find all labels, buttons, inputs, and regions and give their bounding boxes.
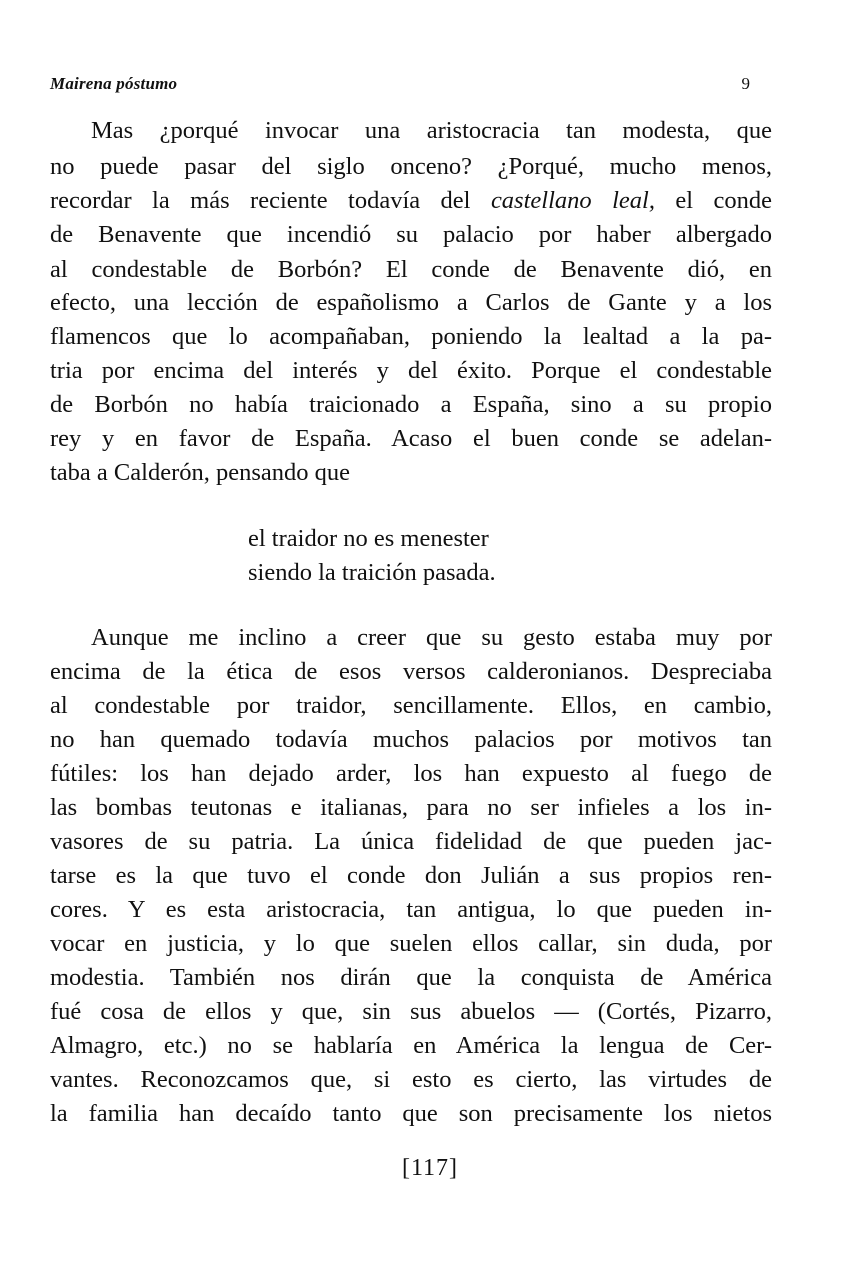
text-line: taba a Calderón, pensando que xyxy=(50,459,351,486)
text-line: no han quemado todavía muchos palacios por motivos tan xyxy=(50,726,772,753)
text-line: no puede pasar del siglo onceno? ¿Porqué, mucho menos, xyxy=(50,153,772,180)
text-line: Almagro, etc.) no se hablaría en América la lengua de Cer- xyxy=(50,1032,772,1059)
text-line: vasores de su patria. La única fidelidad de que pueden jac- xyxy=(50,828,772,855)
text-line: flamencos que lo acompañaban, poniendo la lealtad a la pa- xyxy=(50,323,772,350)
text-line: Mas ¿porqué invocar una aristocracia tan modesta, que xyxy=(91,117,772,144)
text-line xyxy=(50,184,772,218)
page-number: [117] xyxy=(401,1155,459,1181)
text-line: vantes. Reconozcamos que, si esto es cierto, las virtudes de xyxy=(50,1066,772,1093)
text-line: Aunque me inclino a creer que su gesto estaba muy por xyxy=(91,624,772,651)
text-span: recordar la más reciente todavía del xyxy=(50,187,491,214)
emphasis-text: castellano leal, xyxy=(490,187,655,214)
text-line: modestia. También nos dirán que la conquista de América xyxy=(50,964,772,991)
text-line: de Borbón no había traicionado a España, sino a su propio xyxy=(50,391,772,418)
text-line: vocar en justicia, y lo que suelen ellos callar, sin duda, por xyxy=(50,930,772,957)
text-line: fútiles: los han dejado arder, los han expuesto al fuego de xyxy=(50,760,772,787)
text-line: rey y en favor de España. Acaso el buen conde se adelan- xyxy=(50,425,772,452)
text-line: la familia han decaído tanto que son precisamente los nietos xyxy=(50,1100,772,1127)
text-line: cores. Y es esta aristocracia, tan antigua, lo que pueden in- xyxy=(50,896,772,923)
text-line: fué cosa de ellos y que, sin sus abuelos — (Cortés, Pizarro, xyxy=(50,998,772,1025)
page-header xyxy=(50,74,750,100)
verse-line: el traidor no es menester xyxy=(248,525,489,552)
text-line: las bombas teutonas e italianas, para no ser infieles a los in- xyxy=(50,794,772,821)
text-span: el conde xyxy=(654,187,773,214)
text-line: al condestable por traidor, sencillamente. Ellos, en cambio, xyxy=(50,692,772,719)
running-title: Mairena póstumo xyxy=(50,74,178,93)
verse-line: siendo la traición pasada. xyxy=(248,559,496,586)
text-line: tarse es la que tuvo el conde don Julián a sus propios ren- xyxy=(50,862,772,889)
text-line: efecto, una lección de españolismo a Carlos de Gante y a los xyxy=(50,289,772,316)
text-line: tria por encima del interés y del éxito. Porque el condestable xyxy=(50,357,772,384)
text-line: de Benavente que incendió su palacio por haber albergado xyxy=(50,221,772,248)
folio-number: 9 xyxy=(741,74,750,93)
text-line: al condestable de Borbón? El conde de Benavente dió, en xyxy=(50,256,772,283)
text-line: encima de la ética de esos versos calderonianos. Despreciaba xyxy=(50,658,772,685)
